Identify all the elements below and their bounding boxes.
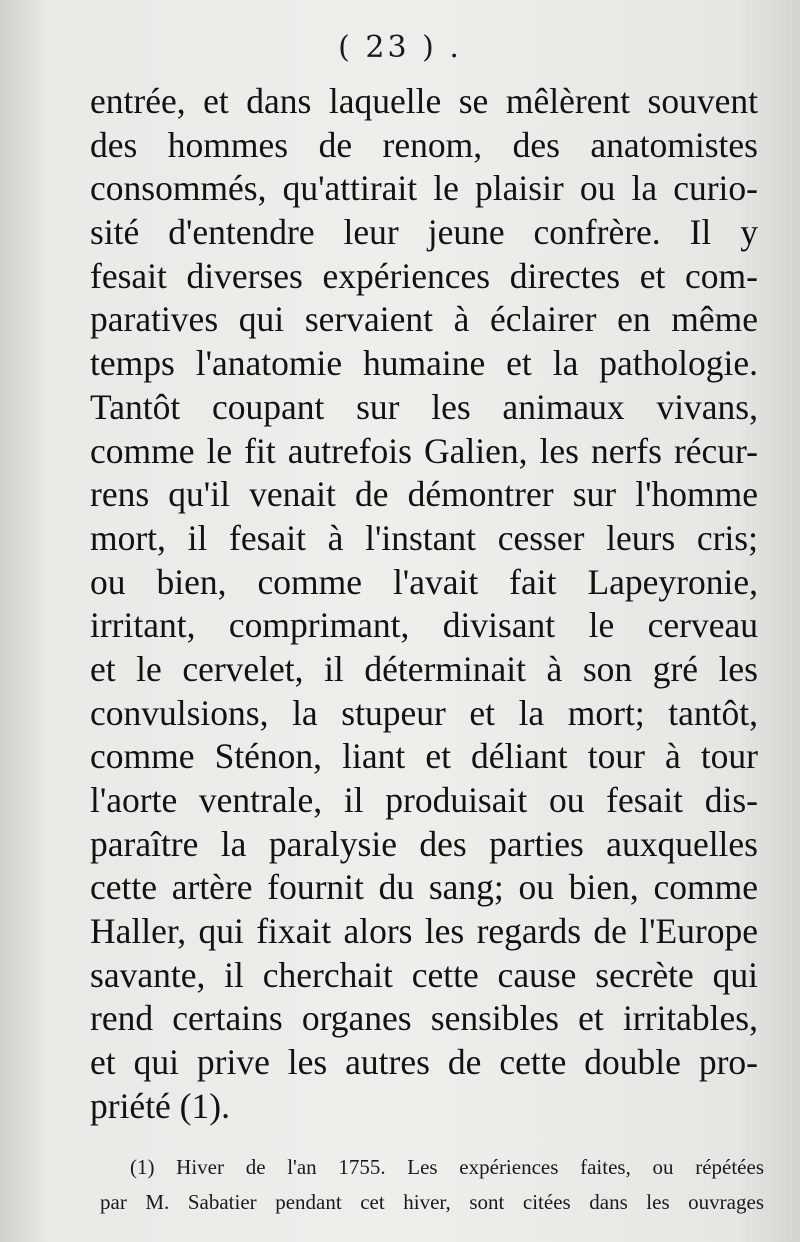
text-line: comme Sténon, liant et déliant tour à tour [90, 736, 758, 777]
text-line: rens qu'il venait de démontrer sur l'homme [90, 474, 758, 515]
text-line: Haller, qui fixait alors les regards de l'Europe [90, 911, 758, 952]
body-text [90, 80, 758, 1129]
text-line: convulsions, la stupeur et la mort; tantôt, [90, 692, 758, 733]
text-line: mort, il fesait à l'instant cesser leurs cris; [90, 517, 758, 558]
text-line: consommés, qu'attirait le plaisir ou la curio- [90, 168, 758, 209]
text-line: paratives qui servaient à éclairer en même [90, 299, 758, 340]
text-line: Tantôt coupant sur les animaux vivans, [90, 386, 758, 427]
text-line: temps l'anatomie humaine et la pathologie. [90, 343, 758, 384]
footnote [100, 1150, 764, 1220]
text-line: et qui prive les autres de cette double pro- [90, 1042, 758, 1083]
text-line: rend certains organes sensibles et irritables, [90, 998, 758, 1039]
text-line: l'aorte ventrale, il produisait ou fesait dis- [90, 780, 758, 820]
text-line: des hommes de renom, des anatomistes [90, 124, 758, 165]
text-line: paraître la paralysie des parties auxquelles [90, 823, 758, 864]
footnote-line: (1) Hiver de l'an 1755. Les expériences faites, ou répétées [130, 1155, 764, 1179]
text-line: savante, il cherchait cette cause secrète qui [90, 954, 758, 995]
text-line: et le cervelet, il déterminait à son gré les [90, 648, 758, 689]
text-line: fesait diverses expériences directes et com- [90, 255, 758, 296]
text-line: sité d'entendre leur jeune confrère. Il y [90, 212, 758, 253]
text-line: irritant, comprimant, divisant le cerveau [90, 605, 758, 646]
page-number: ( 23 ) . [338, 30, 462, 65]
text-line: comme le fit autrefois Galien, les nerfs récur- [90, 430, 758, 471]
text-line: entrée, et dans laquelle se mêlèrent souvent [90, 81, 758, 121]
text-line: priété (1). [90, 1085, 230, 1126]
text-line: cette artère fournit du sang; ou bien, comme [90, 867, 758, 908]
text-line: ou bien, comme l'avait fait Lapeyronie, [90, 561, 758, 602]
footnote-line: par M. Sabatier pendant cet hiver, sont citées dans les ouvrages [100, 1190, 764, 1214]
